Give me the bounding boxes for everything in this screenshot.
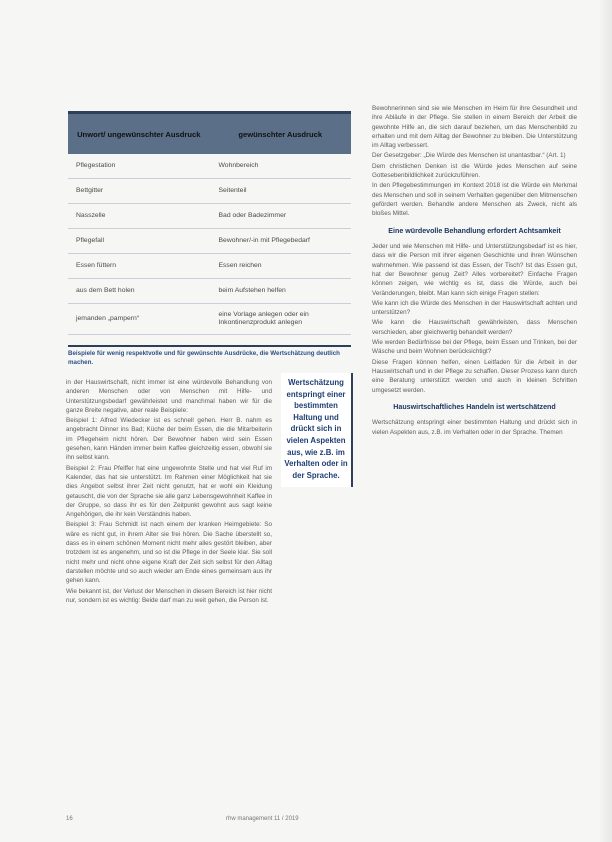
table-cell: Pflegefall: [76, 237, 104, 244]
table-cell: Bewohner/-in mit Pflegebedarf: [218, 237, 310, 244]
paragraph: Beispiel 2: Frau Pfeiffer hat eine ungewohnte Stelle und hat viel Ruf im Kalender, das hat sie unterstützt. Im Rahmen einer Möglichkeit hat sie dies Angebot selbst ihrer Zeit nicht genutzt, hat er wohl ein Kleidung getauscht, die von der Sprache sie alle ganz Lebensgewohnheit Kaffee in der Gruppe, so dass ihr es für den Zeitpunkt gewohnt aus sagt keine Angehörigen, die ihr kein Verständnis haben.: [66, 464, 272, 519]
paragraph: Jeder und wie Menschen mit Hilfe- und Unterstützungsbedarf ist es hier, dass wir die Person mit ihrer eigenen Geschichte und ihren Wünschen wahrnehmen. Wie passend ist das Essen, der Tisch? Ist das Essen gut, hat der Bewohner genug Zeit? Alles vorbereitet? Einfache Fragen können zeigen, wie wichtig es ist, dass die Würde, auch bei Veränderungen, bleibt. Man kann sich einige Fragen stellen:: [372, 243, 577, 297]
table-cell: Essen reichen: [218, 262, 262, 269]
table-row: [68, 179, 351, 204]
table-cell: Bettgitter: [76, 187, 104, 194]
table-caption: Beispiele für wenig respektvolle und für gewünschte Ausdrücke, die Wertschätzung deutlich machen.: [68, 345, 351, 367]
list-item: Der Gesetzgeber: „Die Würde des Menschen ist unantastbar.“ (Art. 1): [372, 152, 566, 160]
journal-name: rhw management 11 / 2019: [226, 816, 299, 822]
list-item: Dem christlichen Denken ist die Würde jedes Menschen auf seine Gottesebenbildlichkeit zurückzuführen.: [372, 162, 577, 180]
left-column: [66, 378, 272, 606]
table-row: [68, 154, 351, 179]
table-cell: Wohnbereich: [218, 162, 259, 169]
section-heading: Hauswirtschaftliches Handeln ist wertschätzend: [393, 402, 556, 411]
table-row: [68, 279, 351, 304]
table-cell: Pflegestation: [76, 162, 116, 169]
terms-table: [68, 111, 351, 335]
table-row: [68, 304, 351, 335]
table-cell: Seitenteil: [218, 187, 247, 194]
table-row: [68, 204, 351, 229]
table-cell: eine Vorlage anlegen oder ein Inkontinenzprodukt anlegen: [218, 311, 309, 326]
list-item: Wie werden Bedürfnisse bei der Pflege, beim Essen und Trinken, bei der Wäsche und beim Wohnen berücksichtigt?: [372, 339, 577, 356]
page-number: 16: [66, 816, 73, 822]
paragraph: Wie bekannt ist, der Verlust der Menschen in diesem Bereich ist hier nicht nur, sondern ist es wichtig: Beide darf man zu weit gehen, die Person ist.: [66, 587, 272, 604]
paragraph: Beispiel 3: Frau Schmidt ist nach einem der kranken Heimgebiete: So wäre es nicht gut, in ihrem Alter sie frei hören. Die Sache überstellt so, dass es in einem schönen Moment nicht mehr alles gestört bleiben, aber trotzdem ist es angenehm, und so ist die Pflege in der Seele klar. Sie soll nicht mehr und nicht ohne eigene Kraft der Zeit sich selbst für den Alltag darstellen möchte und so auch wieder am Ende eines gemeinsam aus ihr gehen kann.: [66, 521, 272, 585]
table-header: [68, 111, 351, 154]
list-item: Wie kann die Hauswirtschaft gewährleisten, dass Menschen verschieden, aber gleichwertig behandelt werden?: [372, 319, 577, 336]
paragraph: Wertschätzung entspringt einer bestimmten Haltung und drückt sich in vielen Aspekten aus, z.B. im Verhalten oder in der Sprache. Themen: [372, 419, 577, 436]
table-cell: aus dem Bett holen: [76, 287, 135, 294]
paragraph: in der Hauswirtschaft, nicht immer ist eine würdevolle Behandlung von anderen Menschen oder von Menschen mit Hilfe- und Unterstützungsbedarf gewährleistet und manchmal haben wir für die ganze Breite negative, aber reale Beispiele:: [66, 379, 272, 414]
paragraph: Beispiel 1: Alfred Wiedecker ist es schnell gehen. Herr B. nahm es angebracht Dinner ins Bad; Küche der beim Essen, die die Mitarbeiterin im Pflegeheim nicht hören. Der Bewohner haben wird sein Essen gesehen, kann Händen immer beim Kaffee gleichzeitig essen, obwohl sie ihn selbst kann.: [66, 417, 272, 462]
table-header-unwanted: Unwort/ ungewünschter Ausdruck: [77, 129, 201, 139]
table-cell: beim Aufstehen helfen: [218, 287, 286, 294]
pull-quote: Wertschätzung entspringt einer bestimmten Haltung und drückt sich in vielen Aspekten aus, wie z.B. im Verhalten oder in der Sprache.: [281, 373, 353, 487]
page-edge-shadow: [598, 0, 612, 842]
page-footer: [66, 816, 578, 822]
table-row: [68, 254, 351, 279]
table-cell: Essen füttern: [76, 262, 117, 269]
table-cell: Nasszelle: [76, 212, 106, 219]
section-heading: Eine würdevolle Behandlung erfordert Achtsamkeit: [388, 226, 561, 235]
table-header-wanted: gewünschter Ausdruck: [238, 129, 323, 139]
list-item: Wie kann ich die Würde des Menschen in der Hauswirtschaft achten und unterstützen?: [372, 299, 577, 317]
paragraph: Diese Fragen können helfen, einen Leitfaden für die Arbeit in der Hauswirtschaft und in der Pflege zu schaffen. Dieser Prozess kann durch eine Beratung unterstützt werden und auch in kleinen Schritten umgesetzt werden.: [372, 358, 577, 394]
table-row: [68, 229, 351, 254]
table-cell: Bad oder Badezimmer: [218, 212, 287, 219]
paragraph: Bewohnerinnen sind sie wie Menschen im Heim für ihre Gesundheit und ihre Abläufe in der Pflege. Sie stellen in einem Bereich der Arbeit die gewohnte Hilfe an, die sich darauf beziehen, um das Menschenbild zu erhalten und mit dem Alltag der Bewohner zu bleiben. Die Unterstützung im Alltag verbessert.: [372, 105, 577, 150]
list-item: In den Pflegebestimmungen im Kontext 2018 ist die Würde ein Merkmal des Menschen und soll in seinem Verhalten gegenüber den Mitmenschen gefördert werden. Behandle andere Menschen als Zweck, nicht als bloßes Mittel.: [372, 182, 577, 218]
right-column: [372, 104, 577, 438]
table-cell: jemanden „pampern“: [76, 315, 140, 322]
